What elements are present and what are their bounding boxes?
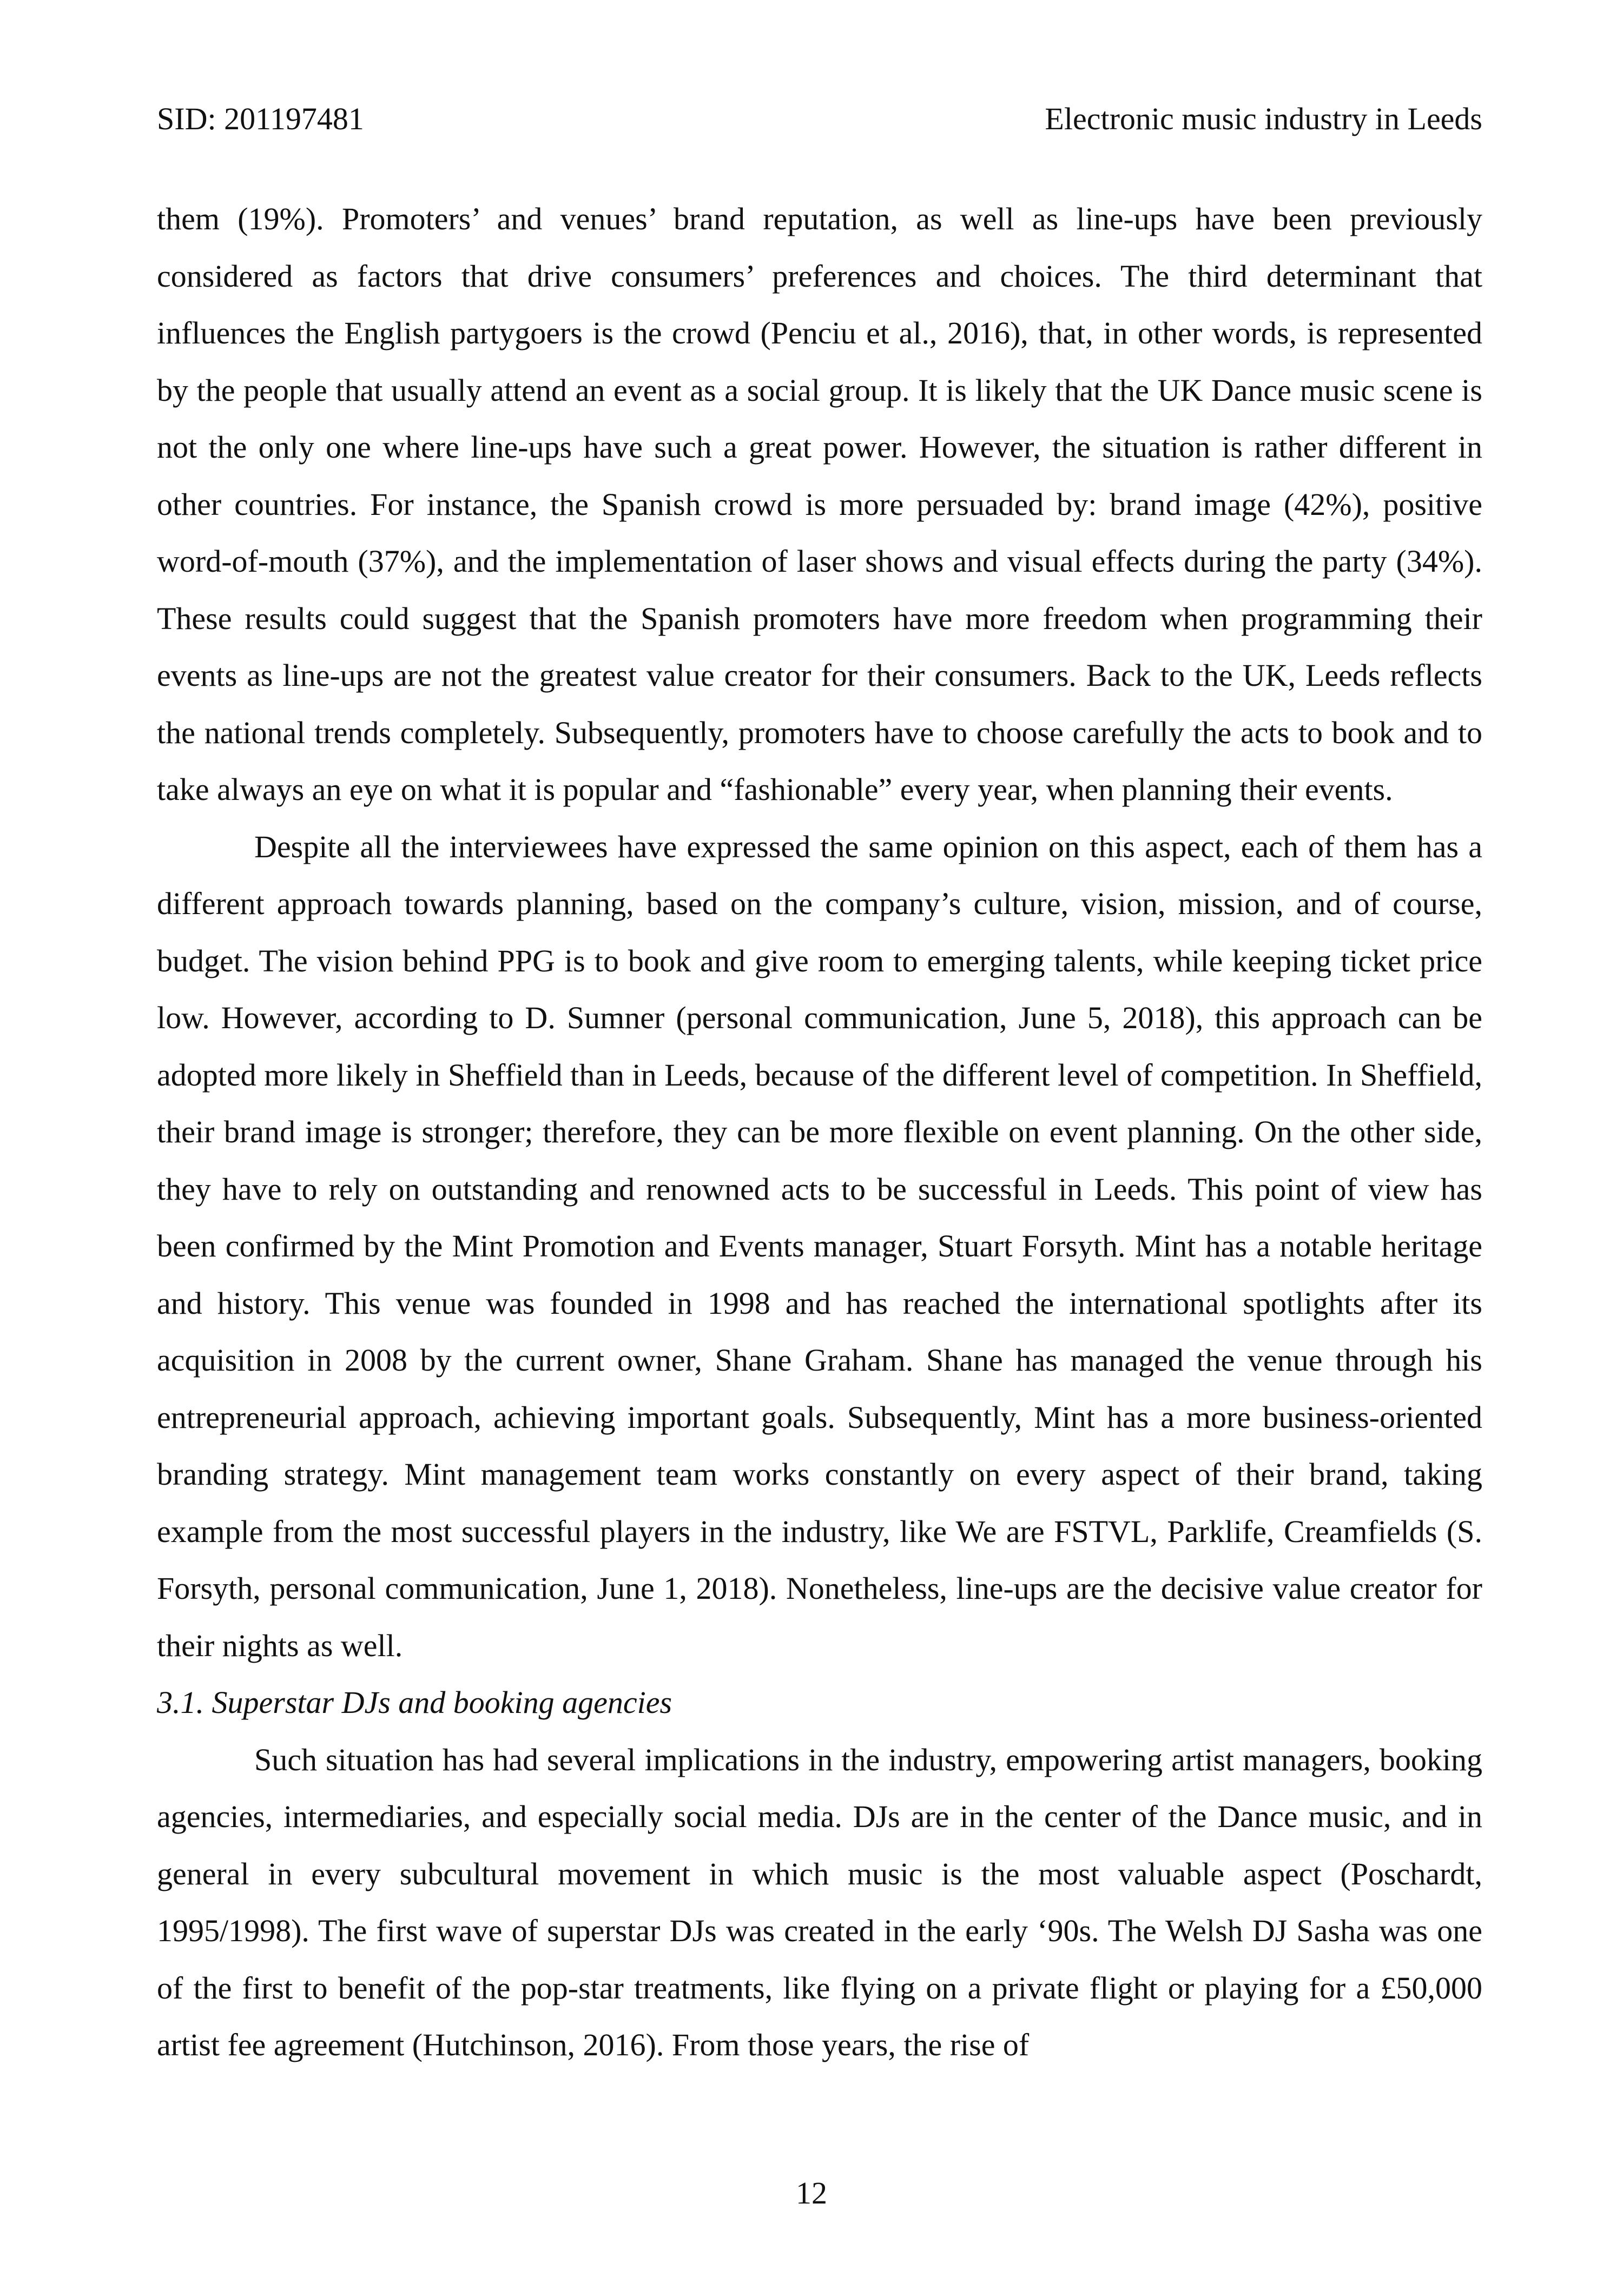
paragraph-superstar-djs: Such situation has had several implications in the industry, empowering artist managers, booking agencies, intermediaries, and especially social media. DJs are in the center of the Dance music, and in general in every subcultural movement in which music is the most valuable aspect (Poschardt, 1995/1998). The first wave of superstar DJs was created in the early ‘90s. The Welsh DJ Sasha was one of the first to benefit of the pop-star treatments, like flying on a private flight or playing for a £50,000 artist fee agreement (Hutchinson, 2016). From those years, the rise of <box>157 1742 1482 2062</box>
page-header <box>157 97 1482 141</box>
running-title: Electronic music industry in Leeds <box>1045 101 1482 136</box>
paragraph-interviewees: Despite all the interviewees have expressed the same opinion on this aspect, each of them has a different approach towards planning, based on the company’s culture, vision, mission, and of course, budget. The vision behind PPG is to book and give room to emerging talents, while keeping ticket price low. However, according to D. Sumner (personal communication, June 5, 2018), this approach can be adopted more likely in Sheffield than in Leeds, because of the different level of competition. In Sheffield, their brand image is stronger; therefore, they can be more flexible on event planning. On the other side, they have to rely on outstanding and renowned acts to be successful in Leeds. This point of view has been confirmed by the Mint Promotion and Events manager, Stuart Forsyth. Mint has a notable heritage and history. This venue was founded in 1998 and has reached the international spotlights after its acquisition in 2008 by the current owner, Shane Graham. Shane has managed the venue through his entrepreneurial approach, achieving important goals. Subsequently, Mint has a more business-oriented branding strategy. Mint management team works constantly on every aspect of their brand, taking example from the most successful players in the industry, like We are FSTVL, Parklife, Creamfields (S. Forsyth, personal communication, June 1, 2018). Nonetheless, line-ups are the decisive value creator for their nights as well. <box>157 829 1482 1663</box>
student-id: SID: 201197481 <box>157 101 364 136</box>
document-body <box>157 190 1482 2074</box>
section-heading: 3.1. Superstar DJs and booking agencies <box>157 1685 672 1720</box>
paragraph-continuation: them (19%). Promoters’ and venues’ brand reputation, as well as line-ups have been previously considered as factors that drive consumers’ preferences and choices. The third determinant that influences the English partygoers is the crowd (Penciu et al., 2016), that, in other words, is represented by the people that usually attend an event as a social group. It is likely that the UK Dance music scene is not the only one where line-ups have such a great power. However, the situation is rather different in other countries. For instance, the Spanish crowd is more persuaded by: brand image (42%), positive word-of-mouth (37%), and the implementation of laser shows and visual effects during the party (34%). These results could suggest that the Spanish promoters have more freedom when programming their events as line-ups are not the greatest value creator for their consumers. Back to the UK, Leeds reflects the national trends completely. Subsequently, promoters have to choose carefully the acts to book and to take always an eye on what it is popular and “fashionable” every year, when planning their events. <box>157 201 1482 807</box>
page-number: 12 <box>796 2175 827 2211</box>
